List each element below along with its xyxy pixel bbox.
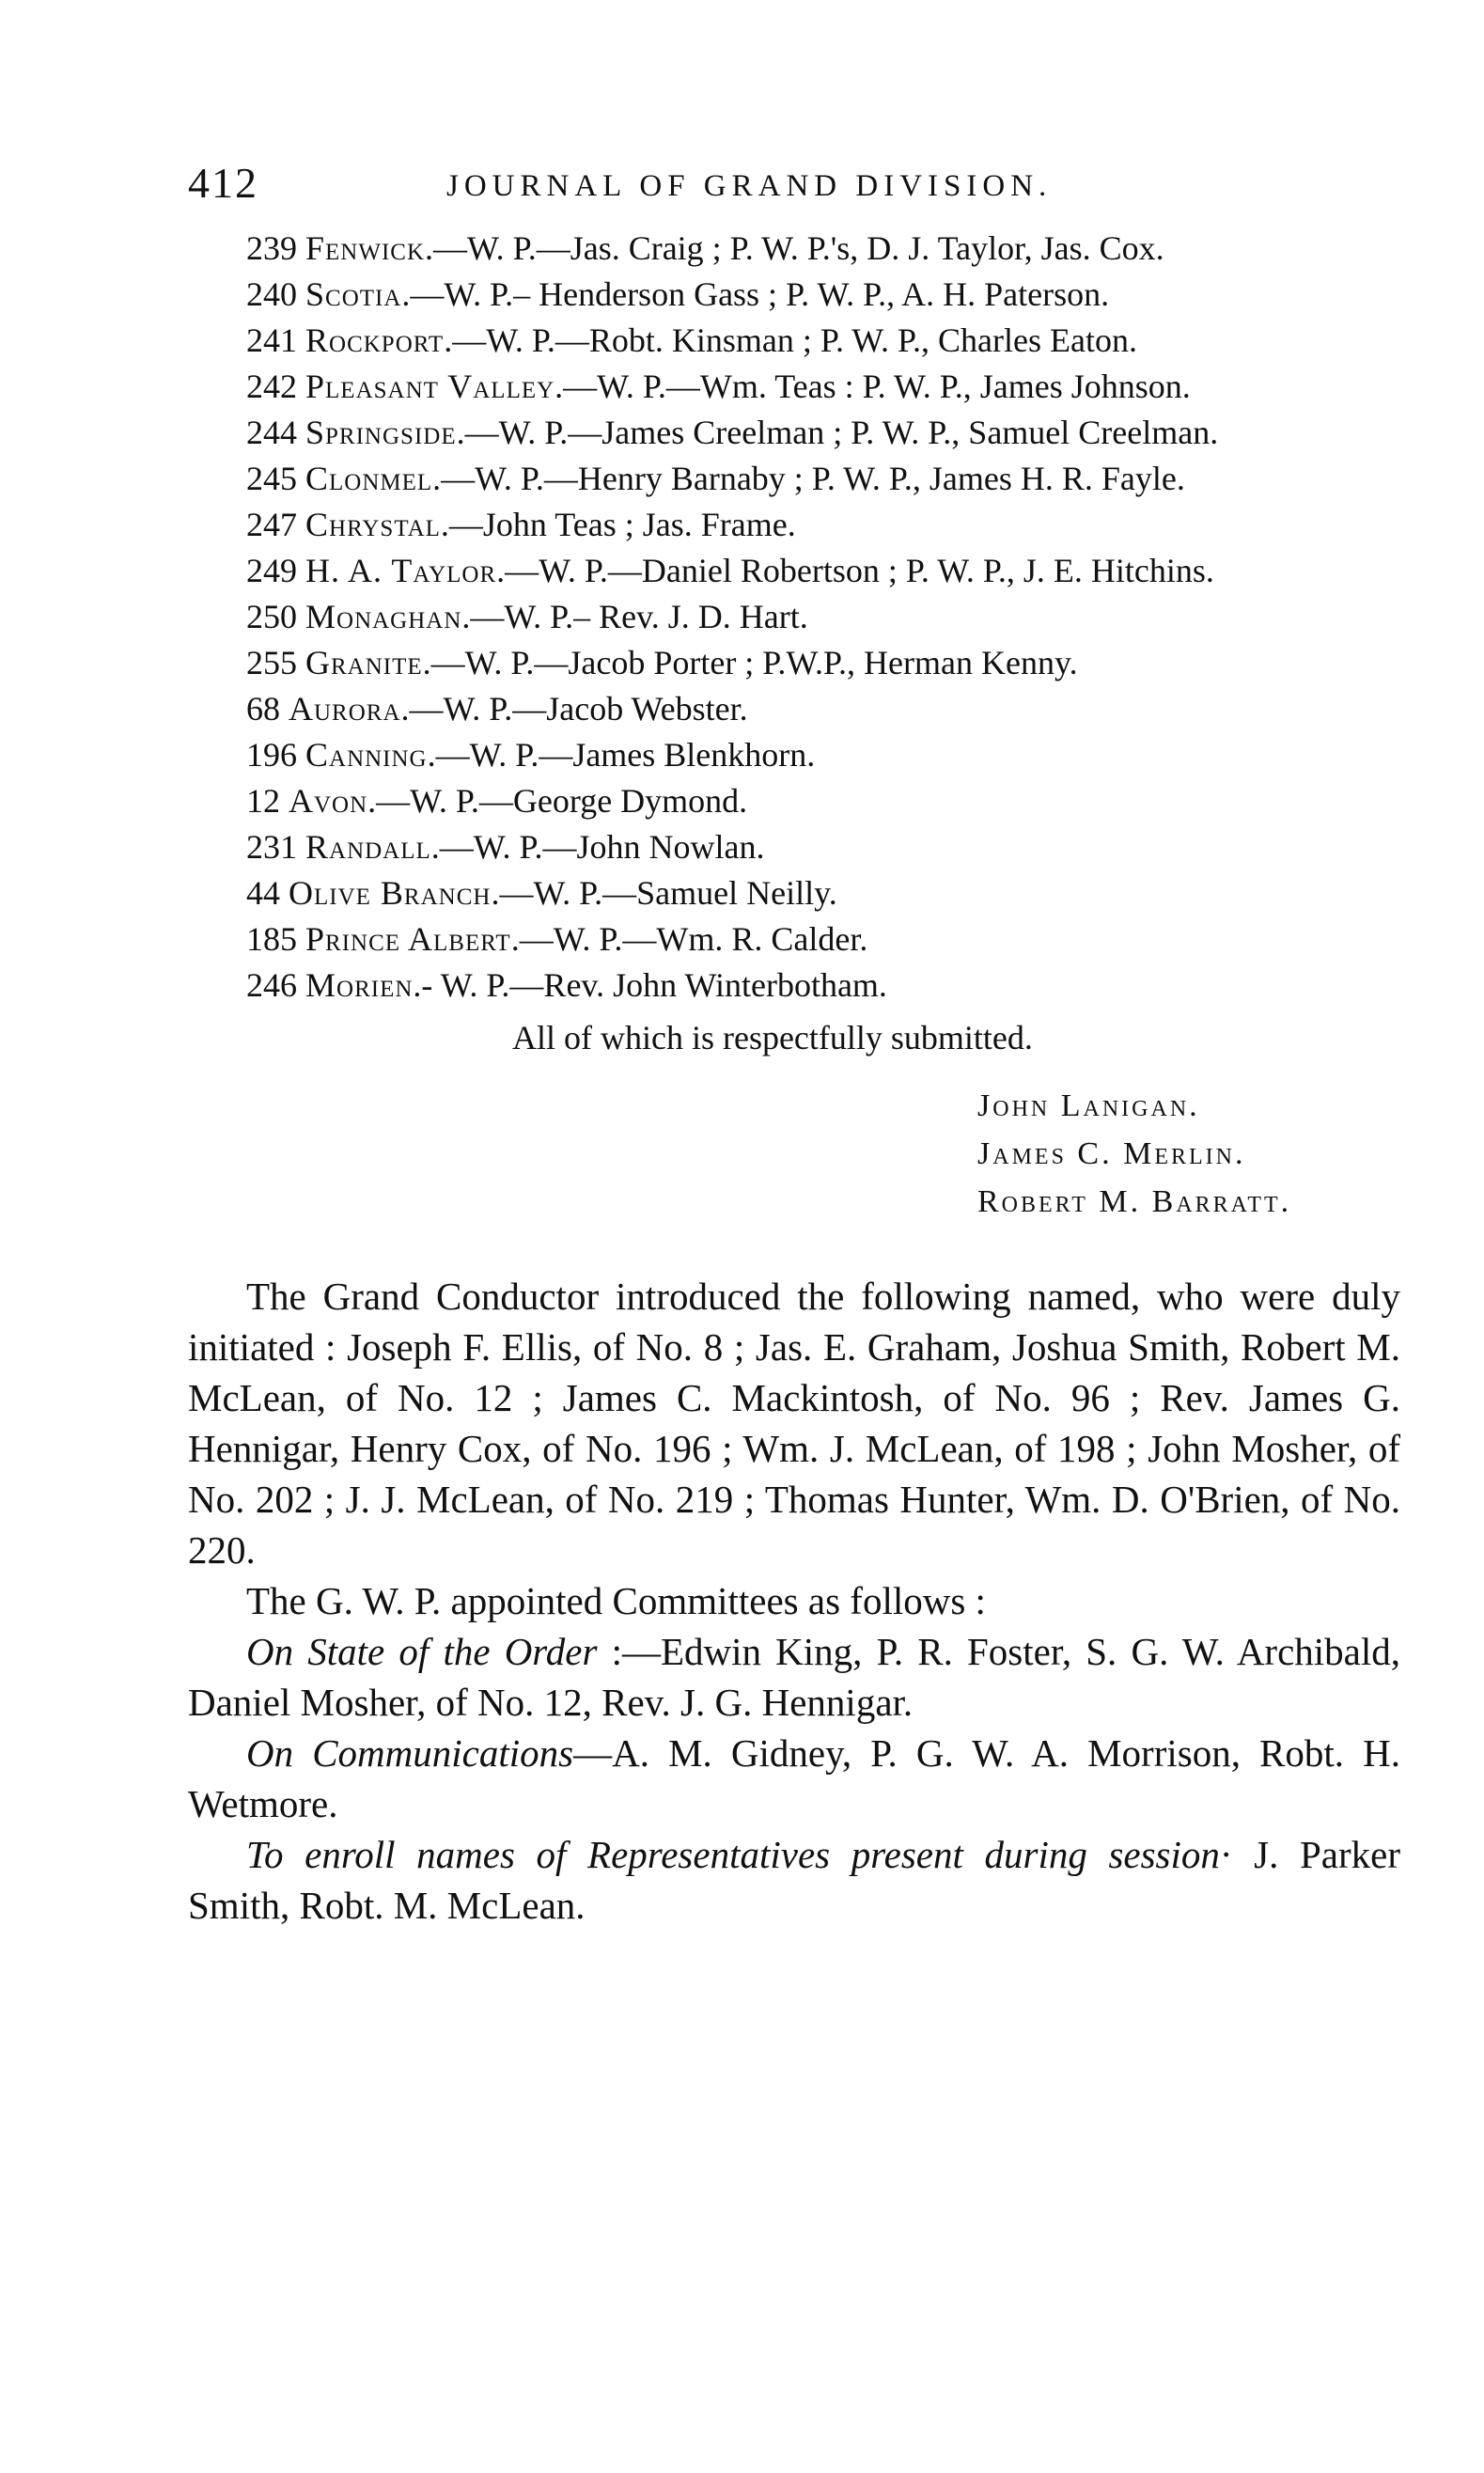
division-officers: .—W. P.—Jacob Porter ; P.W.P., Herman Kenny. [422, 644, 1078, 681]
document-page [188, 141, 1419, 1931]
division-entry [188, 732, 1400, 778]
division-number: 241 [246, 321, 297, 359]
paragraph-initiations: The Grand Conductor introduced the following named, who were duly initiated : Joseph F. Ellis, of No. 8 ; Jas. E. Graham, Joshua Smith, Robert M. McLean, of No. 12 ; James C. Mackintosh, of No. 96 ; Rev. James G. Hennigar, Henry Cox, of No. 196 ; Wm. J. McLean, of 198 ; John Mosher, of No. 202 ; J. J. McLean, of No. 219 ; Thomas Hunter, Wm. D. O'Brien, of No. 220. [188, 1275, 1400, 1572]
committee-label: To enroll names of Representatives present during session [246, 1833, 1220, 1876]
division-officers: .—W. P.– Rev. J. D. Hart. [461, 598, 808, 635]
division-list [188, 226, 1400, 1009]
division-officers: .- W. P.—Rev. John Winterbotham. [413, 966, 887, 1004]
paragraph-committee-communications [188, 1728, 1400, 1829]
signature-name: James C. Merlin. [977, 1136, 1246, 1171]
committee-label: On State of the Order [246, 1630, 598, 1673]
division-name: Clonmel [305, 460, 433, 497]
division-officers: .—W. P.—Jacob Webster. [400, 690, 748, 728]
division-name: Canning [305, 736, 428, 774]
division-entry [188, 364, 1400, 410]
division-officers: .—W. P.—Wm. Teas : P. W. P., James Johnson. [555, 368, 1191, 405]
division-officers: .—W. P.—Samuel Neilly. [491, 874, 837, 912]
division-number: 249 [246, 552, 297, 589]
signature-name: Robert M. Barratt. [977, 1184, 1292, 1219]
division-entry [188, 226, 1400, 272]
page-header [188, 141, 1419, 226]
division-entry [188, 640, 1400, 686]
division-officers: .—W. P.—George Dymond. [367, 782, 748, 820]
division-entry [188, 824, 1400, 870]
division-number: 250 [246, 598, 297, 635]
division-entry [188, 870, 1400, 916]
division-entry [188, 456, 1400, 502]
division-entry [188, 963, 1400, 1009]
division-number: 245 [246, 460, 297, 497]
division-name: Morien [305, 966, 414, 1004]
division-entry [188, 502, 1400, 548]
division-name: Monaghan [305, 598, 462, 635]
division-name: Rockport [305, 321, 445, 359]
paragraph-committees-intro: The G. W. P. appointed Committees as follows : [246, 1579, 986, 1622]
division-officers: .—W. P.—James Creelman ; P. W. P., Samuel Creelman. [456, 414, 1219, 451]
division-officers: .—W. P.—Henry Barnaby ; P. W. P., James H. R. Fayle. [432, 460, 1185, 497]
division-officers: .—W. P.—Jas. Craig ; P. W. P.'s, D. J. Taylor, Jas. Cox. [425, 229, 1164, 267]
closing-line: All of which is respectfully submitted. [512, 1019, 1033, 1057]
division-number: 242 [246, 368, 297, 405]
committee-members: :—Edwin King, P. R. Foster, S. G. W. Archibald, Daniel Mosher, of No. 12, Rev. J. G. Hennigar. [188, 1630, 1401, 1724]
committee-members: —A. M. Gidney, P. G. W. A. Morrison, Robt. H. Wetmore. [188, 1731, 1400, 1825]
division-number: 255 [246, 644, 297, 681]
division-number: 246 [246, 966, 297, 1004]
division-number: 231 [246, 828, 297, 866]
division-number: 68 [246, 690, 280, 728]
committee-label: On Communications [246, 1731, 574, 1775]
division-officers: .—John Teas ; Jas. Frame. [440, 506, 796, 543]
division-name: Springside [305, 414, 457, 451]
division-number: 239 [246, 229, 297, 267]
division-entry [188, 686, 1400, 732]
running-head: JOURNAL OF GRAND DIVISION. [446, 169, 1053, 203]
division-entry [188, 778, 1400, 824]
division-name: Scotia [305, 275, 402, 313]
paragraph-committee-representatives [188, 1829, 1400, 1931]
division-name: Avon [289, 782, 368, 820]
signature-name: John Lanigan. [977, 1088, 1200, 1123]
body-text [188, 1271, 1400, 1931]
division-name: Granite [305, 644, 423, 681]
signature-block [977, 1082, 1419, 1226]
division-name: Randall [305, 828, 431, 866]
division-entry [188, 548, 1400, 594]
committee-members: · J. Parker Smith, Robt. M. McLean. [188, 1833, 1400, 1927]
division-name: Fenwick [305, 229, 425, 267]
division-entry [188, 272, 1400, 318]
division-number: 44 [246, 874, 280, 912]
paragraph-committee-state [188, 1626, 1400, 1728]
division-name: H. A. Taylor [305, 552, 497, 589]
division-number: 185 [246, 920, 297, 958]
division-officers: .—W. P.—Wm. R. Calder. [510, 920, 868, 958]
division-number: 240 [246, 275, 297, 313]
division-number: 196 [246, 736, 297, 774]
division-name: Aurora [289, 690, 401, 728]
division-name: Chrystal [305, 506, 441, 543]
page-number: 412 [188, 159, 258, 207]
division-number: 247 [246, 506, 297, 543]
division-number: 12 [246, 782, 280, 820]
division-officers: .—W. P.—Daniel Robertson ; P. W. P., J. E. Hitchins. [496, 552, 1214, 589]
division-entry [188, 410, 1400, 456]
division-name: Pleasant Valley [305, 368, 555, 405]
division-officers: .—W. P.—Robt. Kinsman ; P. W. P., Charles Eaton. [444, 321, 1137, 359]
division-number: 244 [246, 414, 297, 451]
division-officers: .—W. P.—James Blenkhorn. [427, 736, 816, 774]
division-entry [188, 594, 1400, 640]
division-officers: .—W. P.– Henderson Gass ; P. W. P., A. H. Paterson. [401, 275, 1110, 313]
division-officers: .—W. P.—John Nowlan. [430, 828, 765, 866]
division-name: Olive Branch [289, 874, 492, 912]
division-name: Prince Albert [305, 920, 511, 958]
division-entry [188, 318, 1400, 364]
division-entry [188, 916, 1400, 963]
